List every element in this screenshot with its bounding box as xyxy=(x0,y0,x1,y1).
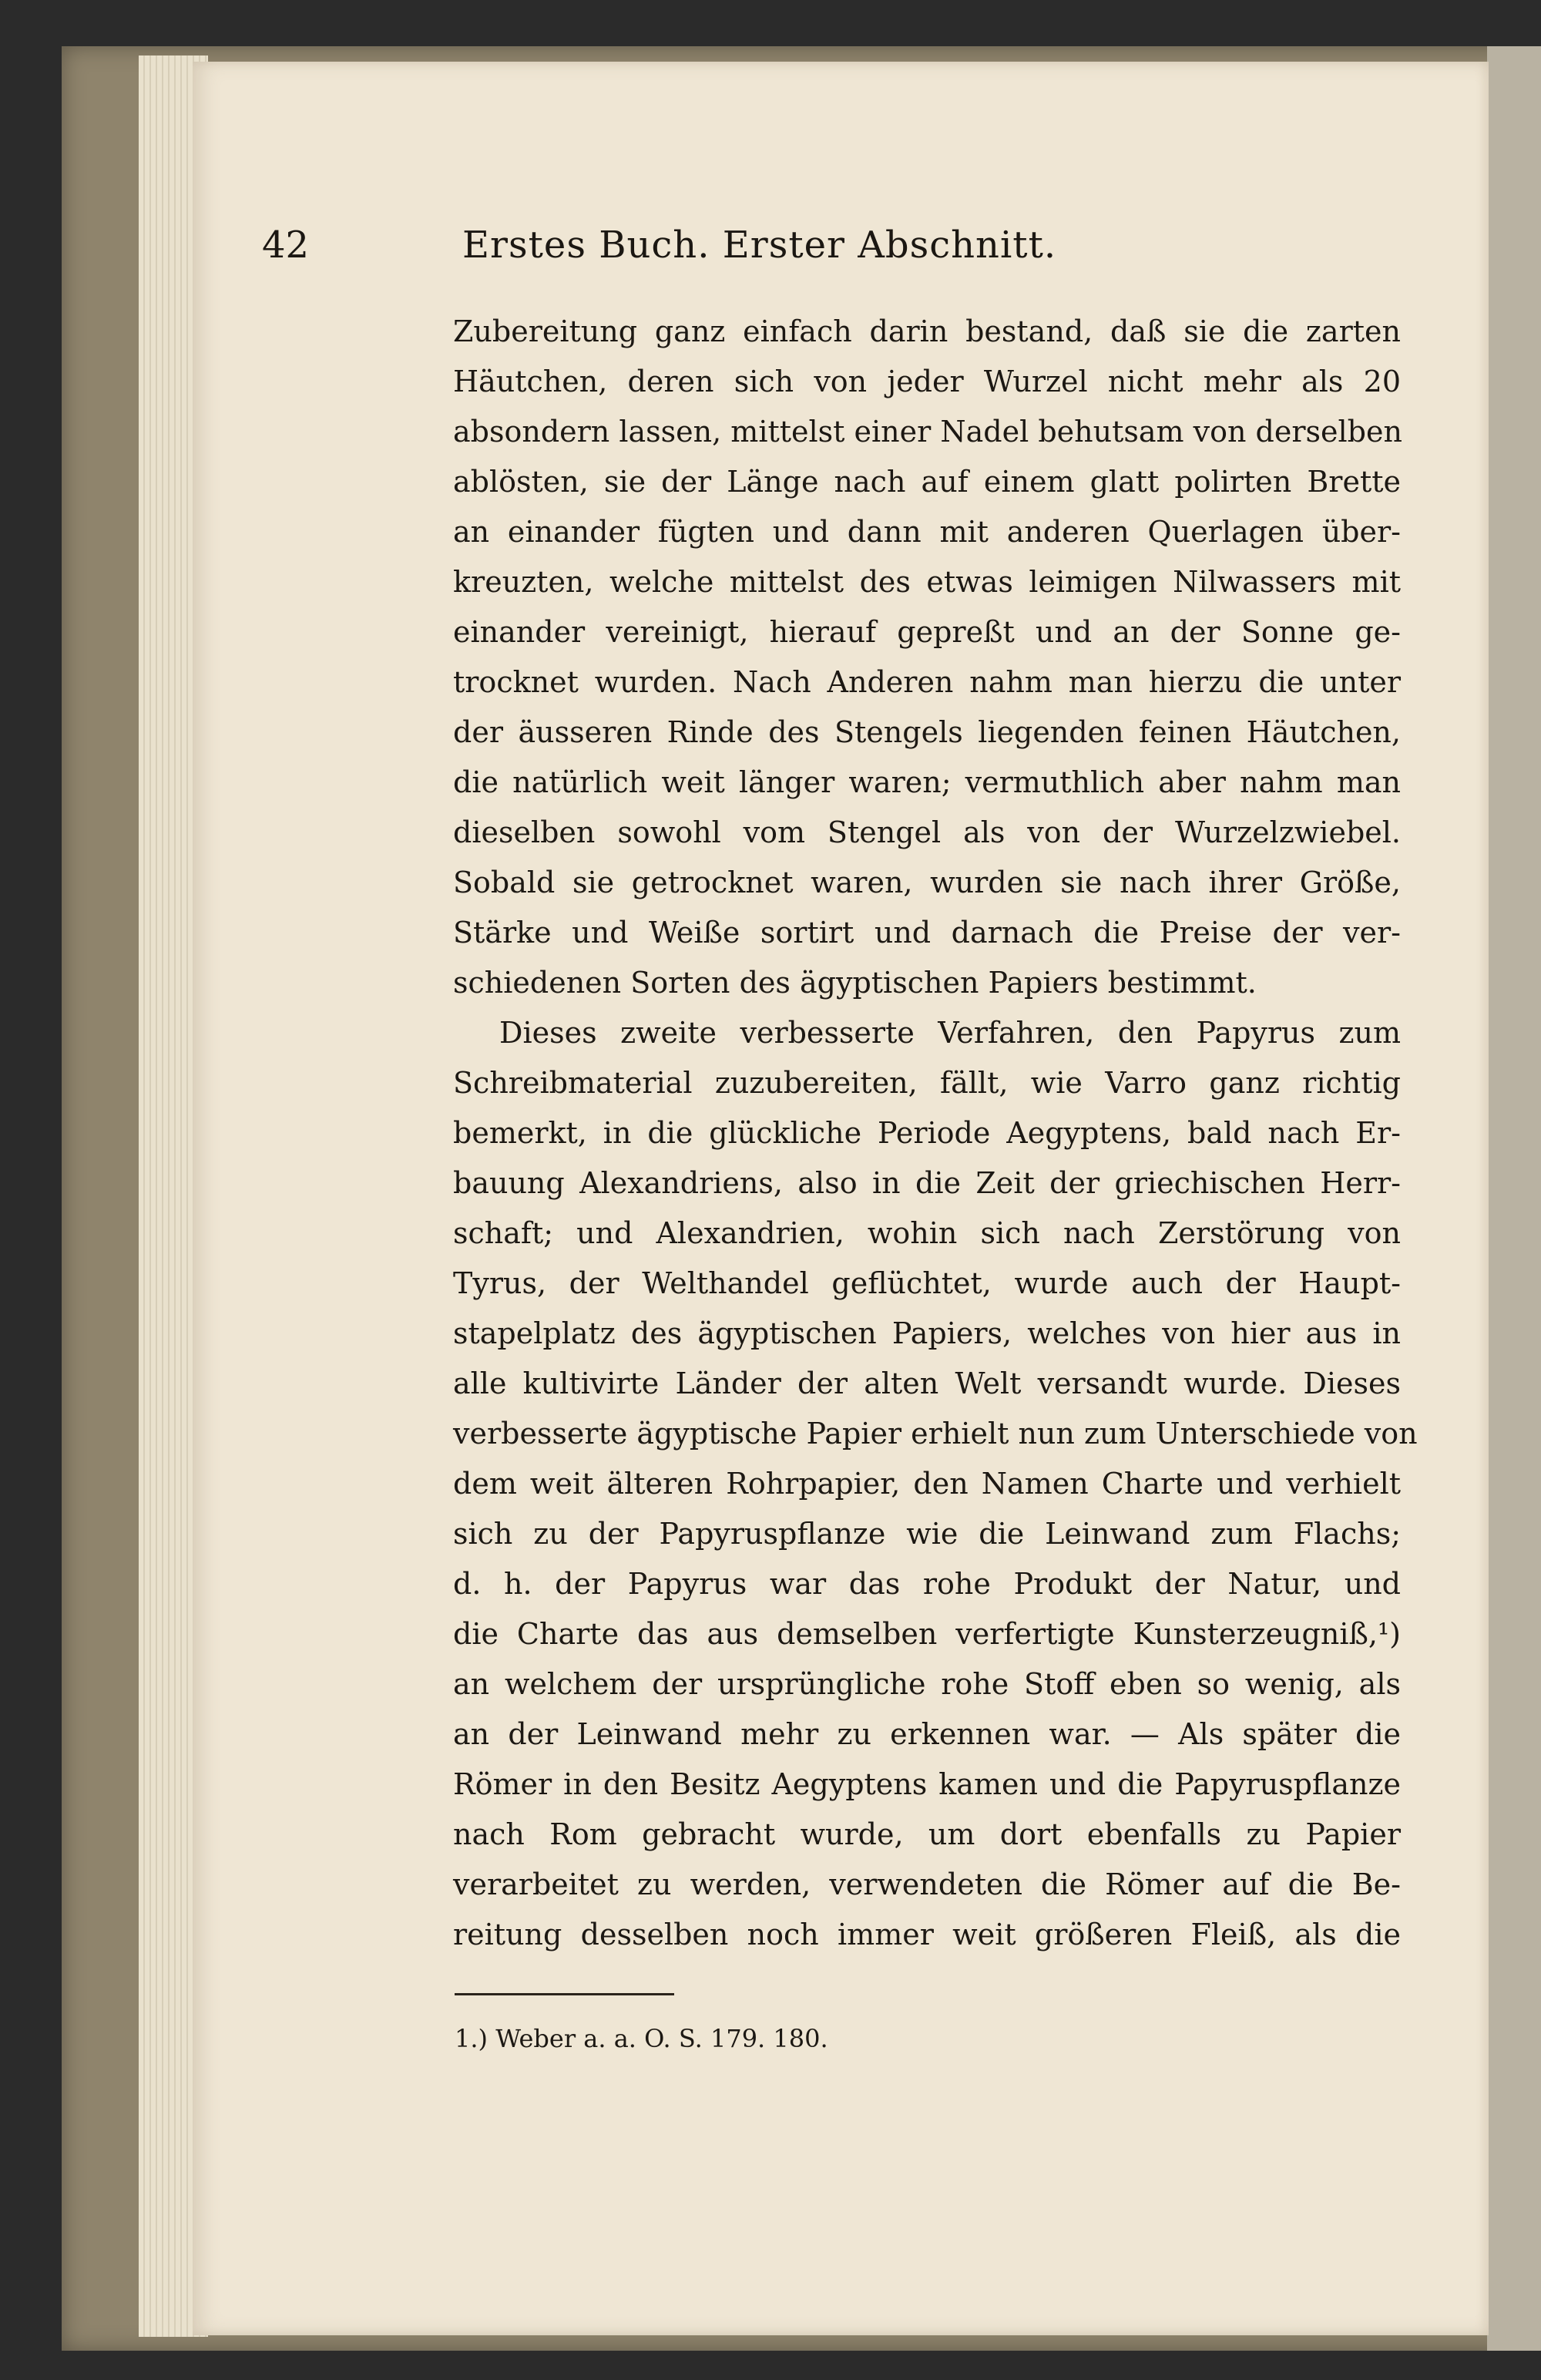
text-line: der äusseren Rinde des Stengels liegenden feinen Häutchen, xyxy=(453,715,1401,749)
text-line: absondern lassen, mittelst einer Nadel behutsam von derselben xyxy=(453,415,1402,449)
text-line: ablösten, sie der Länge nach auf einem glatt polirten Brette xyxy=(453,465,1401,499)
text-line: an welchem der ursprüngliche rohe Stoff eben so wenig, als xyxy=(453,1667,1401,1701)
body-text xyxy=(453,307,1418,1960)
text-line: alle kultivirte Länder der alten Welt versandt wurde. Dieses xyxy=(453,1366,1401,1400)
text-line: sich zu der Papyruspflanze wie die Leinwand zum Flachs; xyxy=(453,1517,1401,1551)
text-line: bauung Alexandriens, also in die Zeit der griechischen Herr- xyxy=(453,1166,1401,1200)
text-line: nach Rom gebracht wurde, um dort ebenfalls zu Papier xyxy=(453,1817,1401,1851)
text-line: verbesserte ägyptische Papier erhielt nun zum Unterschiede von xyxy=(453,1417,1418,1451)
text-line: reitung desselben noch immer weit größeren Fleiß, als die xyxy=(453,1918,1401,1951)
text-line: Dieses zweite verbesserte Verfahren, den Papyrus zum xyxy=(499,1016,1401,1050)
text-line: die Charte das aus demselben verfertigte Kunsterzeugniß,¹) xyxy=(453,1617,1401,1651)
text-line: schaft; und Alexandrien, wohin sich nach Zerstörung von xyxy=(453,1216,1401,1250)
text-line: an einander fügten und dann mit anderen Querlagen über- xyxy=(453,515,1401,549)
text-line: die natürlich weit länger waren; vermuthlich aber nahm man xyxy=(453,765,1401,799)
footnote-rule xyxy=(455,1993,674,1995)
text-line: einander vereinigt, hierauf gepreßt und an der Sonne ge- xyxy=(453,615,1401,649)
text-line: dem weit älteren Rohrpapier, den Namen Charte und verhielt xyxy=(453,1467,1401,1501)
text-line: bemerkt, in die glückliche Periode Aegyptens, bald nach Er- xyxy=(453,1116,1401,1150)
text-line: kreuzten, welche mittelst des etwas leimigen Nilwassers mit xyxy=(453,565,1401,599)
text-line: Tyrus, der Welthandel geflüchtet, wurde auch der Haupt- xyxy=(453,1266,1401,1300)
text-line: Häutchen, deren sich von jeder Wurzel nicht mehr als 20 xyxy=(453,365,1401,398)
text-line: an der Leinwand mehr zu erkennen war. — Als später die xyxy=(453,1717,1401,1751)
text-line: Schreibmaterial zuzubereiten, fällt, wie Varro ganz richtig xyxy=(453,1066,1401,1100)
text-line: stapelplatz des ägyptischen Papiers, welches von hier aus in xyxy=(453,1316,1401,1350)
text-line: schiedenen Sorten des ägyptischen Papiers bestimmt. xyxy=(453,966,1257,1000)
footnote: 1.) Weber a. a. O. S. 179. 180. xyxy=(455,2024,828,2053)
text-line: verarbeitet zu werden, verwendeten die Römer auf die Be- xyxy=(453,1867,1401,1901)
text-line: d. h. der Papyrus war das rohe Produkt der Natur, und xyxy=(453,1567,1401,1601)
text-line: Stärke und Weiße sortirt und darnach die Preise der ver- xyxy=(453,916,1401,950)
text-line: trocknet wurden. Nach Anderen nahm man hierzu die unter xyxy=(453,665,1401,699)
text-line: Sobald sie getrocknet waren, wurden sie nach ihrer Größe, xyxy=(453,866,1401,899)
text-line: Zubereitung ganz einfach darin bestand, daß sie die zarten xyxy=(453,314,1401,348)
page-header xyxy=(262,224,1279,285)
page-number: 42 xyxy=(262,224,310,267)
running-title: Erstes Buch. Erster Abschnitt. xyxy=(462,224,1057,267)
text-line: dieselben sowohl vom Stengel als von der Wurzelzwiebel. xyxy=(453,815,1401,849)
next-page-edge xyxy=(1487,46,1541,2351)
text-line: Römer in den Besitz Aegyptens kamen und die Papyruspflanze xyxy=(453,1767,1401,1801)
